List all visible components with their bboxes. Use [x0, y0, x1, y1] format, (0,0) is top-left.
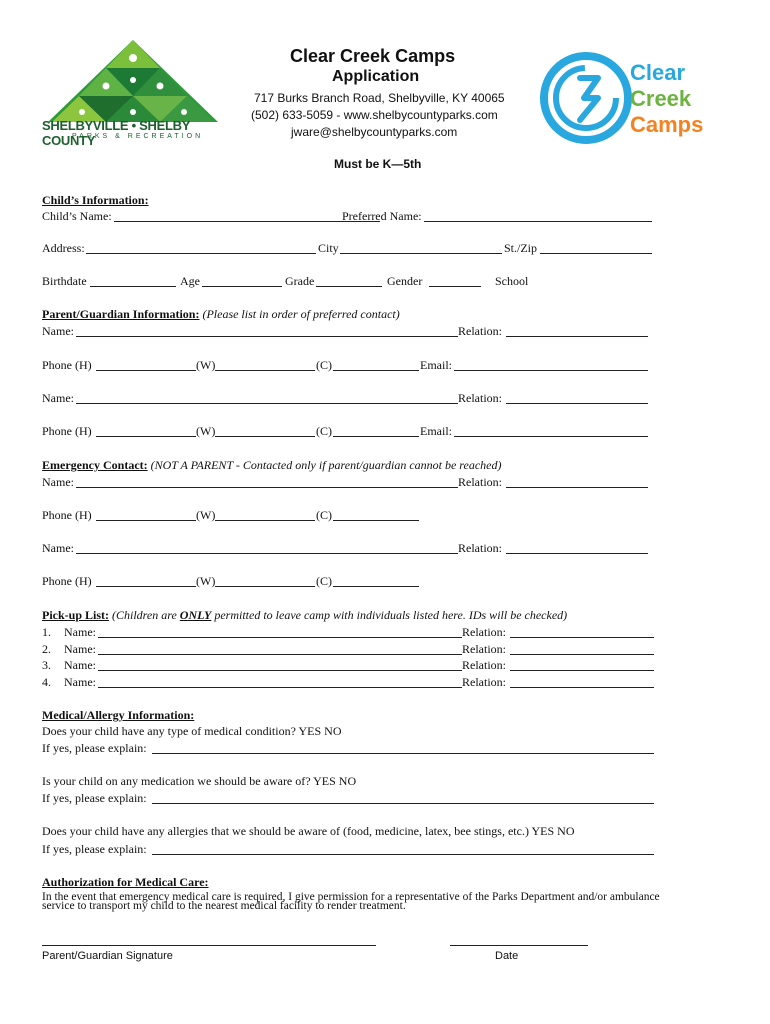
authorization-line2: service to transport my child to the nearest medical facility to render treatment.	[42, 900, 406, 912]
parent1-phone-c-label: (C)	[316, 358, 332, 372]
pickup-name-label: Name:	[64, 625, 96, 639]
emergency2-phone-w-label: (W)	[196, 574, 216, 588]
pickup-item-number: 4.	[42, 675, 51, 689]
emergency-heading-line	[42, 458, 502, 473]
parent2-phone-c-label: (C)	[316, 424, 332, 438]
stzip-label: St./Zip	[504, 241, 538, 255]
pickup-relation-label: Relation:	[462, 658, 506, 672]
emergency1-phone-c-field[interactable]	[333, 508, 419, 521]
address-line: 717 Burks Branch Road, Shelbyville, KY 40065	[254, 91, 505, 105]
explain-label: If yes, please explain:	[42, 842, 147, 856]
parent1-email-label: Email:	[420, 358, 452, 372]
phone-web-line: (502) 633-5059 - www.shelbycountyparks.com	[251, 108, 498, 122]
parent1-phone-h-label: Phone (H)	[42, 358, 92, 372]
parent1-phone-h-field[interactable]	[96, 358, 196, 371]
pickup-note-post: permitted to leave camp with individuals listed here. IDs will be checked)	[211, 608, 568, 622]
birthdate-row	[42, 274, 654, 288]
parent2-phone-c-field[interactable]	[333, 424, 419, 437]
authorization-heading: Authorization for Medical Care:	[42, 875, 209, 889]
medical-q3-explain-row	[42, 842, 656, 856]
grade-label: Grade	[285, 274, 315, 288]
shelby-parks-logo	[42, 38, 224, 148]
parent1-phone-row	[42, 358, 654, 372]
preferred-name-label: Preferred Name:	[342, 209, 422, 223]
emergency2-name-row	[42, 541, 654, 555]
triangle-logo-icon	[42, 38, 224, 126]
pickup-heading: Pick-up List:	[42, 608, 110, 622]
medical-q2-explain-row	[42, 791, 656, 805]
email-line: jware@shelbycountyparks.com	[291, 125, 458, 139]
parent-note: (Please list in order of preferred contact)	[202, 307, 400, 321]
pickup-relation-label: Relation:	[462, 675, 506, 689]
grade-note: Must be K—5th	[334, 157, 422, 171]
explain-label: If yes, please explain:	[42, 741, 147, 755]
medical-q3-explain-field[interactable]	[152, 842, 654, 855]
parent2-phone-w-label: (W)	[196, 424, 216, 438]
cc-logo-line3: Camps	[630, 112, 704, 137]
parent1-name-row	[42, 324, 654, 338]
pickup-relation-label: Relation:	[462, 642, 506, 656]
age-field[interactable]	[202, 274, 282, 287]
parent-heading-line	[42, 307, 400, 322]
child-name-label: Child’s Name:	[42, 209, 112, 223]
authorization-line1: In the event that emergency medical care is required, I give permission for a representative of the Parks Department and/or ambulance	[42, 891, 660, 903]
parent2-email-label: Email:	[420, 424, 452, 438]
stzip-field[interactable]	[540, 241, 652, 254]
medical-heading: Medical/Allergy Information:	[42, 708, 195, 722]
emergency2-phone-h-label: Phone (H)	[42, 574, 92, 588]
pickup-note-pre: (Children are	[112, 608, 180, 622]
birthdate-label: Birthdate	[42, 274, 87, 288]
date-field[interactable]	[450, 935, 588, 946]
signature-field[interactable]	[42, 935, 376, 946]
emergency1-phone-row	[42, 508, 654, 522]
pickup-name-field[interactable]	[98, 642, 462, 655]
pickup-item-number: 1.	[42, 625, 51, 639]
pickup-relation-field[interactable]	[510, 642, 654, 655]
medical-q1-explain-field[interactable]	[152, 741, 654, 754]
address-label: Address:	[42, 241, 85, 255]
pickup-name-label: Name:	[64, 642, 96, 656]
medical-q2: Is your child on any medication we should be aware of? YES NO	[42, 774, 357, 788]
pickup-relation-label: Relation:	[462, 625, 506, 639]
emergency1-phone-c-label: (C)	[316, 508, 332, 522]
pickup-relation-field[interactable]	[510, 625, 654, 638]
explain-label: If yes, please explain:	[42, 791, 147, 805]
parent1-phone-w-field[interactable]	[215, 358, 315, 371]
address-row	[42, 241, 654, 255]
date-label: Date	[495, 950, 519, 962]
parent2-name-field[interactable]	[76, 391, 458, 404]
pickup-item-number: 3.	[42, 658, 51, 672]
parent1-name-label: Name:	[42, 324, 74, 338]
age-label: Age	[180, 274, 200, 288]
emergency-heading: Emergency Contact:	[42, 458, 148, 472]
pickup-name-label: Name:	[64, 658, 96, 672]
pickup-item	[42, 658, 654, 672]
parent2-phone-w-field[interactable]	[215, 424, 315, 437]
parent2-phone-h-field[interactable]	[96, 424, 196, 437]
emergency1-phone-h-label: Phone (H)	[42, 508, 92, 522]
medical-q3: Does your child have any allergies that we should be aware of (food, medicine, latex, bee stings, etc.) YES NO	[42, 824, 575, 838]
emergency2-name-field[interactable]	[76, 541, 458, 554]
cc-logo-line1: Clear	[630, 60, 686, 85]
parent2-name-label: Name:	[42, 391, 74, 405]
parent2-email-field[interactable]	[454, 424, 648, 437]
medical-q1: Does your child have any type of medical condition? YES NO	[42, 724, 342, 738]
emergency2-phone-row	[42, 574, 654, 588]
clear-creek-logo	[540, 50, 730, 146]
pickup-heading-line	[42, 608, 567, 623]
page-subtitle: Application	[332, 68, 420, 85]
emergency1-name-row	[42, 475, 654, 489]
cc-circle-icon	[540, 52, 632, 144]
parent1-phone-c-field[interactable]	[333, 358, 419, 371]
child-name-row	[42, 209, 654, 223]
pickup-relation-field[interactable]	[510, 675, 654, 688]
emergency1-relation-label: Relation:	[458, 475, 502, 489]
emergency1-phone-w-label: (W)	[196, 508, 216, 522]
parent1-email-field[interactable]	[454, 358, 648, 371]
parent2-phone-row	[42, 424, 654, 438]
emergency1-name-field[interactable]	[76, 475, 458, 488]
pickup-item	[42, 642, 654, 656]
gender-label: Gender	[387, 274, 423, 288]
parent1-name-field[interactable]	[76, 324, 458, 337]
pickup-item	[42, 675, 654, 689]
city-field[interactable]	[340, 241, 502, 254]
emergency2-phone-h-field[interactable]	[96, 574, 196, 587]
birthdate-field[interactable]	[90, 274, 176, 287]
emergency1-phone-w-field[interactable]	[215, 508, 315, 521]
parent2-relation-field[interactable]	[506, 391, 648, 404]
parent2-phone-h-label: Phone (H)	[42, 424, 92, 438]
emergency-note: (NOT A PARENT - Contacted only if parent/guardian cannot be reached)	[150, 458, 502, 472]
medical-q2-explain-field[interactable]	[152, 791, 654, 804]
pickup-note-only: ONLY	[179, 608, 212, 622]
address-field[interactable]	[86, 241, 316, 254]
school-label: School	[495, 274, 529, 288]
parent1-phone-w-label: (W)	[196, 358, 216, 372]
pickup-name-field[interactable]	[98, 658, 462, 671]
pickup-name-label: Name:	[64, 675, 96, 689]
emergency1-name-label: Name:	[42, 475, 74, 489]
emergency2-phone-w-field[interactable]	[215, 574, 315, 587]
parent-heading: Parent/Guardian Information:	[42, 307, 200, 321]
grade-field[interactable]	[316, 274, 382, 287]
pickup-item	[42, 625, 654, 639]
parent1-relation-label: Relation:	[458, 324, 502, 338]
signature-label: Parent/Guardian Signature	[42, 950, 173, 962]
logo-line2: PARKS & RECREATION	[72, 133, 204, 140]
gender-field[interactable]	[429, 274, 481, 287]
emergency1-relation-field[interactable]	[506, 475, 648, 488]
cc-logo-line2: Creek	[630, 86, 692, 111]
parent2-relation-label: Relation:	[458, 391, 502, 405]
emergency2-name-label: Name:	[42, 541, 74, 555]
preferred-name-field[interactable]	[424, 209, 652, 222]
logo-line1: SHELBYVILLE • SHELBY COUNTY	[42, 118, 190, 148]
medical-q1-explain-row	[42, 741, 656, 755]
page-title: Clear Creek Camps	[290, 46, 456, 66]
emergency2-relation-label: Relation:	[458, 541, 502, 555]
pickup-name-field[interactable]	[98, 675, 462, 688]
parent2-name-row	[42, 391, 654, 405]
emergency2-phone-c-label: (C)	[316, 574, 332, 588]
pickup-name-field[interactable]	[98, 625, 462, 638]
child-name-field[interactable]	[114, 209, 380, 222]
city-label: City	[318, 241, 339, 255]
emergency2-phone-c-field[interactable]	[333, 574, 419, 587]
emergency1-phone-h-field[interactable]	[96, 508, 196, 521]
parent1-relation-field[interactable]	[506, 324, 648, 337]
child-info-heading: Child’s Information:	[42, 193, 149, 207]
pickup-item-number: 2.	[42, 642, 51, 656]
emergency2-relation-field[interactable]	[506, 541, 648, 554]
pickup-relation-field[interactable]	[510, 658, 654, 671]
